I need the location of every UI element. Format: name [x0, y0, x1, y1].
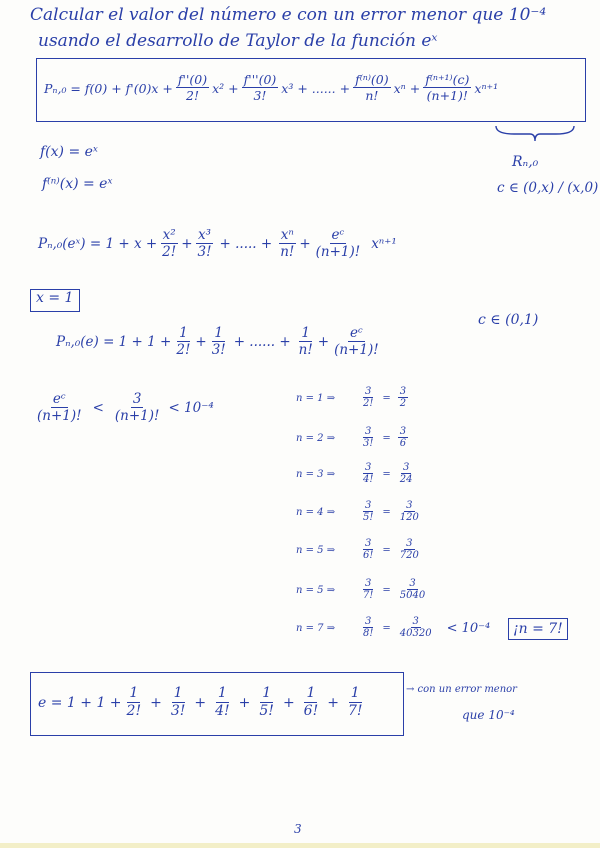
n-row	[296, 538, 434, 562]
ellipsis: + ...... +	[233, 334, 291, 350]
final-term	[302, 686, 321, 719]
final-term-num: 1	[350, 685, 360, 702]
final-lhs: e = 1 + 1 +	[38, 695, 122, 711]
formula-lhs: Pₙ,₀ = f(0) + f'(0)x +	[44, 80, 173, 96]
n-row-f2-num: 3	[412, 616, 419, 627]
remainder-brace	[494, 124, 576, 144]
plus-sign: +	[317, 334, 330, 350]
n-row-lhs: n = 5 ⇒	[296, 544, 336, 556]
n-row-tail: < 10⁻⁴	[446, 620, 491, 636]
n-row	[296, 462, 428, 486]
n-row-eq: =	[382, 506, 391, 518]
term-b-den: 3!	[197, 243, 212, 260]
remainder-den: (n+1)!	[426, 87, 468, 103]
final-note-line1: → con un error menor	[406, 684, 517, 695]
t2-num: f''(0)	[177, 72, 208, 88]
answer-n: ¡n = 7!	[508, 618, 568, 640]
n-row-f2-num: 3	[402, 462, 410, 473]
pe-d-num: eᶜ	[350, 324, 363, 341]
tn-num: f⁽ⁿ⁾(0)	[355, 72, 389, 88]
term-d-x: xⁿ⁺¹	[371, 236, 397, 252]
term-a-den: 2!	[162, 243, 177, 260]
ellipsis: + ..... +	[219, 236, 273, 252]
final-term-den: 6!	[303, 702, 319, 719]
n-row-lhs: n = 2 ⇒	[296, 432, 336, 444]
pe-c-den: n!	[298, 341, 313, 358]
error-inequality	[32, 384, 214, 432]
pe-b-num: 1	[214, 324, 223, 341]
plus-sign: +	[299, 236, 311, 252]
n-row-f2-num: 3	[399, 426, 407, 437]
n-row	[296, 500, 434, 524]
taylor-general-formula	[44, 62, 498, 114]
n-row-f2-den: 720	[399, 550, 419, 561]
n-row-f2-den: 24	[399, 474, 413, 485]
n-row-f1-num: 3	[365, 462, 372, 473]
n-row-lhs: n = 4 ⇒	[296, 506, 336, 518]
term-c-den: n!	[280, 243, 295, 260]
n-row-f2-den: 2	[399, 398, 407, 409]
taylor-exp-polynomial	[38, 220, 397, 268]
problem-statement-line1: Calcular el valor del número e con un error menor que 10⁻⁴	[30, 5, 547, 25]
final-term-den: 7!	[347, 702, 363, 719]
final-terms	[122, 686, 368, 719]
remainder-num: f⁽ⁿ⁺¹⁾(c)	[425, 72, 470, 88]
nth-derivative-definition: f⁽ⁿ⁾(x) = eˣ	[42, 176, 113, 192]
remainder-label: Rₙ,₀	[512, 154, 539, 170]
problem-statement-line2: usando el desarrollo de Taylor de la función eˣ	[38, 31, 438, 51]
c-range: c ∈ (0,1)	[478, 312, 539, 328]
t2-x: x² +	[212, 80, 239, 96]
n-row-f2-den: 5040	[399, 590, 426, 601]
pe-c-num: 1	[301, 324, 311, 341]
less-than: <	[92, 400, 104, 416]
plus-sign: +	[150, 695, 162, 711]
n-row	[296, 578, 440, 602]
n-row-f1-num: 3	[365, 616, 372, 627]
n-row-f1-num: 3	[365, 426, 372, 437]
x-equals-one: x = 1	[36, 290, 74, 306]
plus-sign: +	[181, 236, 193, 252]
ineq-mid-num: 3	[132, 390, 142, 407]
term-c-num: xⁿ	[280, 226, 294, 243]
final-term-den: 2!	[126, 702, 142, 719]
pe-a-num: 1	[179, 324, 188, 341]
ineq-left-num: eᶜ	[52, 390, 66, 407]
n-row-f2-den: 6	[399, 438, 407, 449]
n-row-eq: =	[382, 392, 391, 404]
final-term	[257, 686, 276, 719]
n-row-f2-num: 3	[406, 500, 413, 511]
final-term-den: 5!	[259, 702, 274, 719]
pe-d-den: (n+1)!	[334, 341, 379, 358]
final-term-den: 3!	[170, 702, 186, 719]
pe-b-den: 3!	[211, 341, 226, 358]
final-answer	[38, 676, 368, 730]
final-term	[213, 686, 232, 719]
n-row	[296, 616, 490, 640]
n-row-eq: =	[382, 622, 391, 634]
n-row-f1-den: 8!	[363, 628, 374, 639]
n-row-f1-den: 6!	[363, 550, 374, 561]
page-number: 3	[294, 822, 302, 836]
t2-den: 2!	[186, 87, 199, 103]
n-row-f2-num: 3	[409, 578, 416, 589]
n-row-eq: =	[382, 468, 391, 480]
final-term-num: 1	[129, 685, 139, 702]
c-interval-note: c ∈ (0,x) / (x,0)	[497, 180, 599, 196]
final-term-num: 1	[217, 685, 227, 702]
term-d-num: eᶜ	[331, 226, 345, 243]
term-a-num: x²	[162, 226, 176, 243]
n-row-f1-den: 7!	[363, 590, 374, 601]
final-term-num: 1	[173, 685, 183, 702]
plus-sign: +	[327, 695, 339, 711]
less-than-bound: < 10⁻⁴	[168, 400, 214, 416]
n-row-eq: =	[382, 544, 391, 556]
term-b-num: x³	[197, 226, 212, 243]
n-row-f1-den: 5!	[363, 512, 374, 523]
n-row	[296, 426, 421, 450]
plus-sign: +	[238, 695, 251, 711]
plus-sign: +	[195, 334, 207, 350]
t3-x: x³ + ...... +	[281, 80, 351, 96]
n-row-eq: =	[382, 432, 391, 444]
final-term-den: 4!	[215, 702, 230, 719]
taylor-e-polynomial	[56, 318, 384, 366]
pe-lhs: Pₙ,₀(e) = 1 + 1 +	[56, 334, 172, 350]
plus-sign: +	[282, 695, 295, 711]
n-row-f1-den: 2!	[363, 398, 374, 409]
page-bottom-strip	[0, 843, 600, 848]
n-row-f1-num: 3	[365, 538, 372, 549]
n-row-f1-den: 4!	[363, 474, 374, 485]
n-row-eq: =	[382, 584, 391, 596]
final-note-line2: que 10⁻⁴	[462, 708, 515, 722]
pe-a-den: 2!	[176, 341, 191, 358]
final-term-num: 1	[306, 685, 316, 702]
n-row-f1-num: 3	[365, 578, 372, 589]
n-row-f2-num: 3	[406, 538, 413, 549]
n-row-f1-num: 3	[365, 500, 372, 511]
ineq-left-den: (n+1)!	[37, 407, 82, 424]
function-definition: f(x) = eˣ	[40, 144, 98, 160]
tn-den: n!	[365, 87, 379, 103]
plus-sign: +	[194, 695, 207, 711]
n-row-f1-num: 3	[365, 386, 372, 397]
n-row-lhs: n = 1 ⇒	[296, 392, 336, 404]
t3-num: f'''(0)	[243, 72, 277, 88]
n-row-f1-den: 3!	[363, 438, 374, 449]
final-term-num: 1	[262, 685, 272, 702]
n-row-lhs: n = 5 ⇒	[296, 584, 336, 596]
ineq-mid-den: (n+1)!	[114, 407, 160, 424]
final-term	[125, 686, 144, 719]
term-d-den: (n+1)!	[315, 243, 361, 260]
n-row-f2-num: 3	[399, 386, 407, 397]
taylor-exp-lhs: Pₙ,₀(eˣ) = 1 + x +	[38, 236, 158, 252]
n-row	[296, 386, 421, 410]
n-row-lhs: n = 7 ⇒	[296, 622, 336, 634]
t3-den: 3!	[253, 87, 267, 103]
final-term	[169, 686, 188, 719]
n-row-f2-den: 40320	[399, 628, 432, 639]
final-term	[346, 686, 365, 719]
tn-x: xⁿ +	[393, 80, 421, 96]
remainder-x: xⁿ⁺¹	[474, 80, 499, 96]
n-row-lhs: n = 3 ⇒	[296, 468, 336, 480]
n-row-f2-den: 120	[399, 512, 419, 523]
